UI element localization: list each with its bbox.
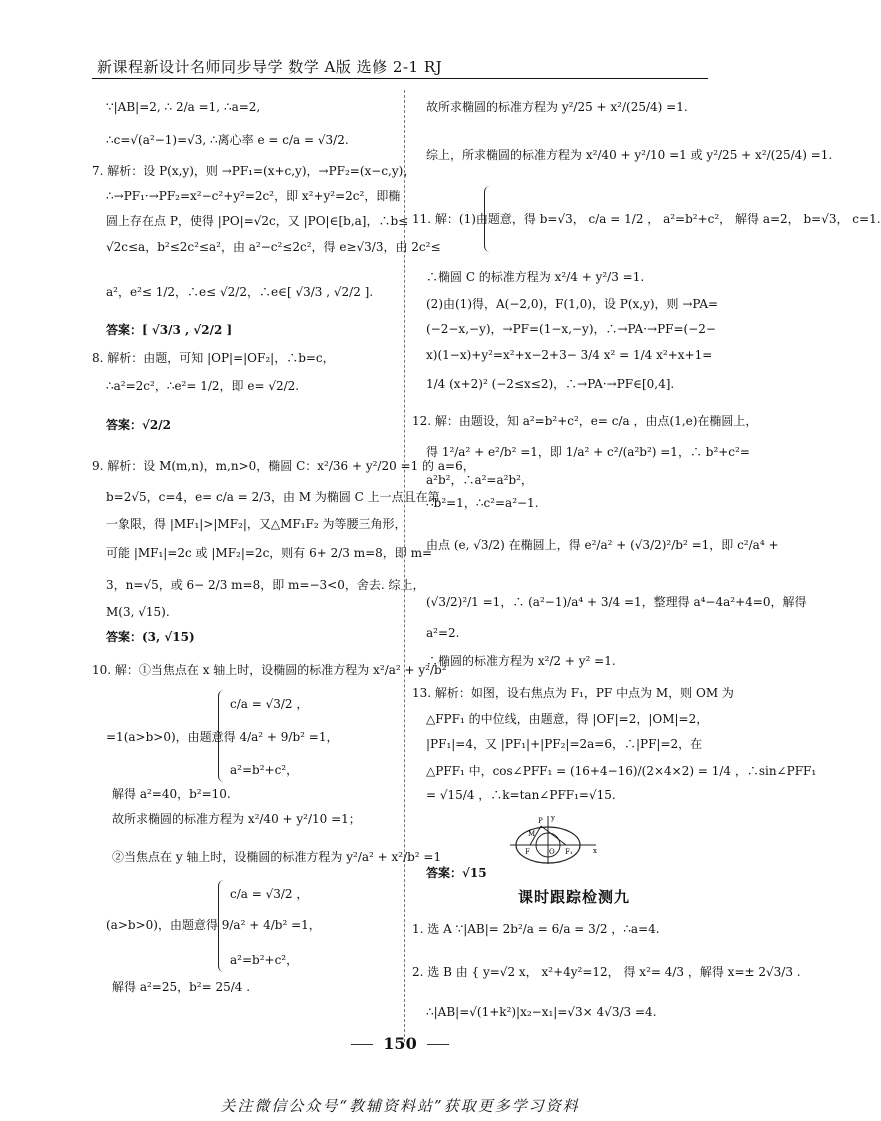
label-f1: F₁ — [565, 848, 573, 856]
text-line: ∴椭圆 C 的标准方程为 x²/4 + y²/3 =1. — [426, 270, 645, 284]
equation: a²=b²+c²， — [230, 953, 299, 967]
text-line: 解得 a²=25，b²= 25/4 . — [112, 980, 251, 994]
text-line: x)(1−x)+y²=x²+x−2+3− 3/4 x² = 1/4 x²+x+1= — [426, 348, 713, 362]
text-line: 一象限，得 |MF₁|>|MF₂|，又△MF₁F₂ 为等腰三角形， — [106, 517, 407, 531]
equation: c/a = √3/2 ， — [230, 887, 309, 901]
text-line: ②当焦点在 y 轴上时，设椭圆的标准方程为 y²/a² + x²/b² =1 — [112, 850, 442, 864]
text-line: ∴椭圆的标准方程为 x²/2 + y² =1. — [426, 654, 616, 668]
problem-7-line: 7. 解析：设 P(x,y)，则 →PF₁=(x+c,y)，→PF₂=(x−c,y)， — [92, 164, 416, 178]
text-line: √2c≤a，b²≤2c²≤a²，由 a²−c²≤2c²，得 e≥√3/3，由 2c²≤ — [106, 240, 441, 254]
exercise-1-line: 1. 选 A ∵|AB|= 2b²/a = 6/a = 3/2 ，∴a=4. — [412, 922, 660, 936]
problem-12-line: 12. 解：由题设，知 a²=b²+c²，e= c/a ，由点(1,e)在椭圆上， — [412, 414, 758, 428]
text-line: 3，n=√5，或 6− 2/3 m=8，即 m=−3<0，舍去. 综上， — [106, 578, 425, 592]
label-f: F — [525, 848, 530, 856]
text-line: b=2√5，c=4，e= c/a = 2/3，由 M 为椭圆 C 上一点且在第 — [106, 490, 440, 504]
problem-10-line: 10. 解：①当焦点在 x 轴上时，设椭圆的标准方程为 x²/a² + y²/b² — [92, 663, 447, 677]
answer-8: 答案：√2/2 — [106, 418, 171, 432]
text-line: |PF₁|=4，又 |PF₁|+|PF₂|=2a=6，∴|PF|=2，在 — [426, 737, 703, 751]
text-line: △FPF₁ 的中位线，由题意，得 |OF|=2，|OM|=2， — [426, 712, 709, 726]
text-line: ∴b²=1，∴c²=a²−1. — [426, 496, 539, 510]
label-o: O — [549, 848, 555, 856]
text-line: 由点 (e, √3/2) 在椭圆上，得 e²/a² + (√3/2)²/b² =1，即 c²/a⁴ + — [426, 538, 779, 552]
problem-9-line: 9. 解析：设 M(m,n)，m,n>0，椭圆 C：x²/36 + y²/20 =1 的 a=6， — [92, 459, 475, 473]
text-line: (√3/2)²/1 =1，∴ (a²−1)/a⁴ + 3/4 =1，整理得 a⁴−4a²+4=0，解得 — [426, 595, 807, 609]
text-line: = √15/4 ，∴k=tan∠PFF₁=√15. — [426, 788, 616, 802]
footer-note: 关注微信公众号“教辅资料站”获取更多学习资料 — [220, 1097, 580, 1115]
text-line: =1(a>b>0)，由题意得 4/a² + 9/b² =1， — [106, 730, 339, 744]
answer-9: 答案：(3, √15) — [106, 630, 195, 644]
text-line: △PFF₁ 中，cos∠PFF₁ = (16+4−16)/(2×4×2) = 1/4 ，∴sin∠PFF₁ — [426, 764, 817, 778]
book-header-title: 新课程新设计名师同步导学 数学 A版 选修 2-1 RJ — [97, 58, 443, 76]
text-line: 1/4 (x+2)² (−2≤x≤2)，∴→PA·→PF∈[0,4]. — [426, 377, 675, 391]
text-line: ∵|AB|=2, ∴ 2/a =1, ∴a=2, — [106, 100, 261, 114]
text-line: 解得 a²=40，b²=10. — [112, 787, 231, 801]
page-number-dash — [427, 1044, 449, 1045]
label-y: y — [551, 814, 555, 822]
text-line: 圆上存在点 P，使得 |PO|=√2c，又 |PO|∈[b,a]，∴b≤ — [106, 214, 409, 228]
problem-11-line: 11. 解：(1)由题意，得 b=√3， c/a = 1/2 ， a²=b²+c²， 解得 a=2， b=√3， c=1. — [412, 212, 881, 226]
ellipse-diagram — [508, 812, 600, 866]
equation: c/a = √3/2 ， — [230, 697, 309, 711]
label-m: M — [528, 830, 536, 838]
text-line: (a>b>0)，由题意得 9/a² + 4/b² =1， — [106, 918, 321, 932]
text-line: 可能 |MF₁|=2c 或 |MF₂|=2c，则有 6+ 2/3 m=8，即 m= — [106, 546, 433, 560]
answer-7: 答案：[ √3/3 , √2/2 ] — [106, 323, 233, 337]
page-number: 150 — [383, 1034, 417, 1053]
text-line: ∴c=√(a²−1)=√3, ∴离心率 e = c/a = √3/2. — [106, 133, 349, 147]
text-line: ∴a²=2c²，∴e²= 1/2，即 e= √2/2. — [106, 379, 300, 393]
section-title: 课时跟踪检测九 — [518, 888, 631, 906]
text-line: a²b²，∴a²=a²b²， — [426, 473, 533, 487]
page-number-row — [0, 1034, 800, 1053]
text-line: ∴→PF₁·→PF₂=x²−c²+y²=2c²，即 x²+y²=2c²，即椭 — [106, 189, 401, 203]
answer-13: 答案：√15 — [426, 866, 487, 880]
problem-8-line: 8. 解析：由题，可知 |OP|=|OF₂|，∴b=c， — [92, 351, 335, 365]
text-line: ∴|AB|=√(1+k²)|x₂−x₁|=√3× 4√3/3 =4. — [426, 1005, 657, 1019]
label-x: x — [593, 847, 597, 855]
column-divider — [404, 90, 405, 1042]
exercise-2-line: 2. 选 B 由 { y=√2 x， x²+4y²=12， 得 x²= 4/3 ，解得 x=± 2√3/3 . — [412, 965, 801, 979]
header-divider — [92, 78, 708, 79]
text-line: (−2−x,−y)，→PF=(1−x,−y)，∴→PA·→PF=(−2− — [426, 322, 716, 336]
problem-13-line: 13. 解析：如图，设右焦点为 F₁，PF 中点为 M，则 OM 为 — [412, 686, 734, 700]
text-line: a²=2. — [426, 626, 460, 640]
equation: a²=b²+c²， — [230, 763, 299, 777]
text-line: 故所求椭圆的标准方程为 x²/40 + y²/10 =1； — [112, 812, 361, 826]
page-number-dash — [351, 1044, 373, 1045]
text-line: 得 1²/a² + e²/b² =1，即 1/a² + c²/(a²b²) =1，∴ b²+c²= — [426, 445, 750, 459]
label-p: P — [538, 817, 543, 825]
text-line: 故所求椭圆的标准方程为 y²/25 + x²/(25/4) =1. — [426, 100, 688, 114]
text-line: (2)由(1)得，A(−2,0)，F(1,0)，设 P(x,y)，则 →PA= — [426, 297, 719, 311]
text-line: M(3, √15). — [106, 605, 170, 619]
text-line: 综上，所求椭圆的标准方程为 x²/40 + y²/10 =1 或 y²/25 + x²/(25/4) =1. — [426, 148, 833, 162]
text-line: a²，e²≤ 1/2，∴e≤ √2/2，∴e∈[ √3/3 , √2/2 ]. — [106, 285, 374, 299]
